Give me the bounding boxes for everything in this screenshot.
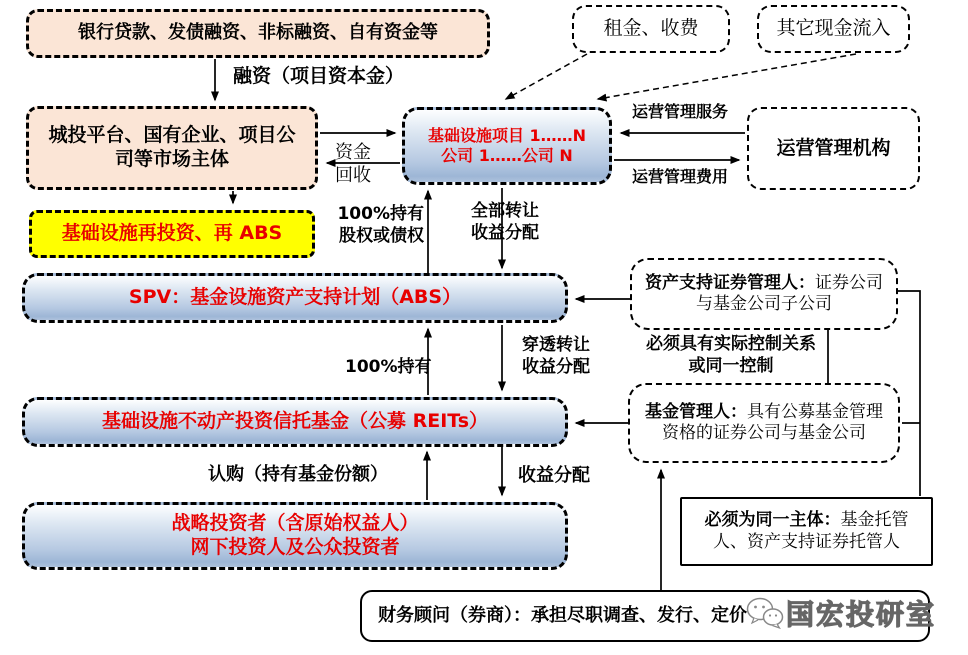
label-income-distribution: 收益分配: [518, 465, 590, 486]
arrow-rent-to-projects: [506, 54, 587, 99]
reinvestment-text: 基础设施再投资、再 ABS: [61, 222, 283, 245]
same-entity-lead: 必须为同一主体：: [704, 510, 841, 531]
box-abs-manager: [630, 258, 898, 330]
box-rent-fees: [572, 5, 730, 53]
public-reits-text: 基础设施不动产投资信托基金（公募 REITs）: [101, 410, 489, 433]
label-financing: 融资（项目资本金）: [233, 65, 405, 87]
watermark-text: 国宏投研室: [786, 598, 937, 631]
operation-manager-text: 运营管理机构: [776, 136, 891, 159]
label-full-transfer: 全部转让 收益分配: [471, 201, 539, 244]
financial-advisor-rest: 承担尽职调查、发行、定价: [531, 604, 747, 626]
fund-manager-lead: 基金管理人：: [645, 401, 747, 422]
abs-manager-text: [644, 273, 884, 316]
projects-line1: 基础设施项目 1……N: [427, 126, 587, 145]
box-funding-sources: [26, 9, 490, 58]
box-fund-manager: [628, 383, 900, 463]
funding-sources-text: 银行贷款、发债融资、非标融资、自有资金等: [78, 22, 438, 44]
spv-abs-text: SPV：基金设施资产支持计划（ABS）: [128, 286, 462, 309]
fund-manager-rest: 具有公募基金管理资格的证券公司与基金公司: [662, 401, 883, 443]
investors-line2: 网下投资人及公众投资者: [190, 536, 400, 558]
label-subscribe: 认购（持有基金份额）: [208, 464, 388, 485]
rent-fees-text: 租金、收费: [603, 17, 699, 40]
other-cash-text: 其它现金流入: [776, 17, 891, 40]
same-entity-rest: 基金托管人、资产支持证券托管人: [713, 510, 909, 552]
box-other-cash-inflow: [757, 5, 910, 53]
label-operation-service: 运营管理服务: [631, 102, 728, 121]
label-operation-fee: 运营管理费用: [631, 167, 728, 186]
label-100-hold: 100%持有: [345, 357, 432, 377]
box-infrastructure-projects: [402, 107, 612, 185]
label-control-relation: 必须具有实际控制关系 或同一控制: [646, 334, 816, 377]
watermark: [746, 593, 936, 633]
box-market-entities: [26, 106, 318, 190]
line-same-entity-bracket: [898, 291, 920, 496]
abs-manager-lead: 资产支持证券管理人：: [645, 272, 815, 293]
box-public-reits: [22, 397, 568, 447]
box-operation-manager: [747, 107, 920, 190]
financial-advisor-text: [378, 605, 747, 628]
market-entities-text: 城投平台、国有企业、项目公司等市场主体: [48, 124, 296, 170]
label-100-equity: 100%持有 股权或债权: [337, 204, 424, 247]
box-reinvestment-abs: [29, 210, 315, 258]
fund-manager-text: [640, 402, 888, 445]
investors-line1: 战略投资者（含原始权益人）: [171, 512, 419, 535]
same-entity-text: [692, 510, 921, 553]
arrow-othercash-to-projects: [598, 54, 856, 99]
abs-manager-rest: 证券公司与基金公司子公司: [696, 272, 883, 314]
label-capital-recovery: 资金 回收: [335, 142, 371, 187]
box-spv-abs: [22, 273, 568, 323]
financial-advisor-lead: 财务顾问（券商）：: [378, 604, 531, 626]
wechat-icon: [746, 596, 784, 630]
box-investors: [22, 502, 568, 570]
projects-line2: 公司 1……公司 N: [441, 146, 573, 165]
label-penetrate-transfer: 穿透转让 收益分配: [522, 335, 590, 378]
box-same-entity: [680, 497, 933, 566]
